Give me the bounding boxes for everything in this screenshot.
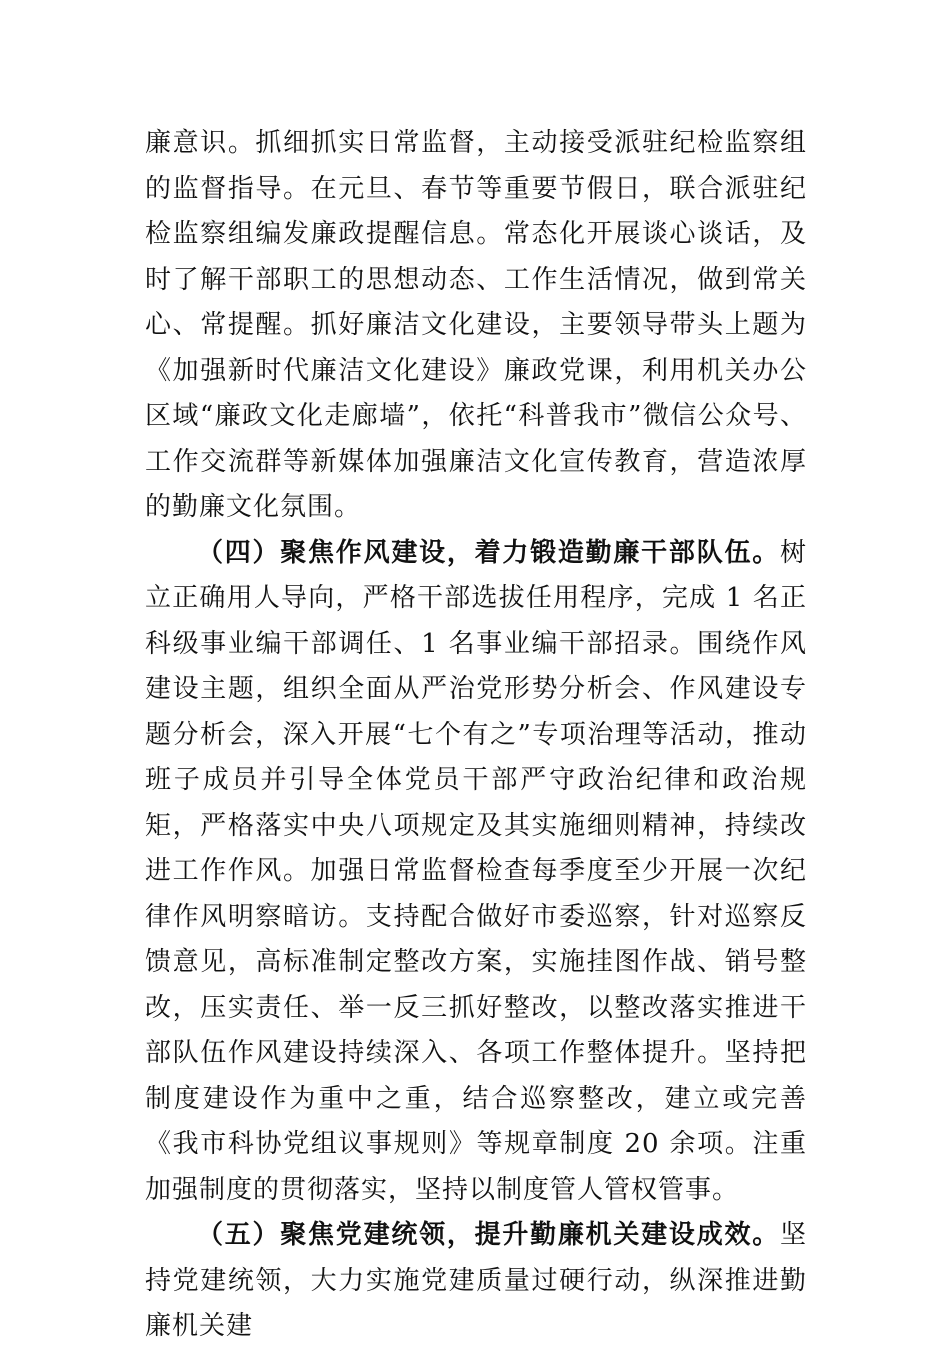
paragraph-text: 坚持党建统领，大力实施党建质量过硬行动，纵深推进勤廉机关建 <box>145 1220 807 1341</box>
document-page <box>145 121 807 1350</box>
paragraph-section-four <box>145 531 807 1214</box>
section-heading-five: （五）聚焦党建统领，提升勤廉机关建设成效。 <box>197 1220 780 1250</box>
paragraph-section-five <box>145 1213 807 1350</box>
paragraph-continuation <box>145 121 807 531</box>
section-heading-four: （四）聚焦作风建设，着力锻造勤廉干部队伍。 <box>197 537 780 568</box>
paragraph-text: 树立正确用人导向，严格干部选拔任用程序，完成 1 名正科级事业编干部调任、1 名事业编干部招录。围绕作风建设主题，组织全面从严治党形势分析会、作风建设专题分析会，深入开展“七个有之”专项治理等活动，推动班子成员并引导全体党员干部严守政治纪律和政治规矩，严格落实中央八项规定及其实施细则精神，持续改进工作作风。加强日常监督检查每季度至少开展一次纪律作风明察暗访。支持配合做好市委巡察，针对巡察反馈意见，高标准制定整改方案，实施挂图作战、销号整改，压实责任、举一反三抓好整改，以整改落实推进干部队伍作风建设持续深入、各项工作整体提升。坚持把制度建设作为重中之重，结合巡察整改，建立或完善《我市科协党组议事规则》等规章制度 20 余项。注重加强制度的贯彻落实，坚持以制度管人管权管事。 <box>145 537 807 1205</box>
paragraph-text: 廉意识。抓细抓实日常监督，主动接受派驻纪检监察组的监督指导。在元旦、春节等重要节假日，联合派驻纪检监察组编发廉政提醒信息。常态化开展谈心谈话，及时了解干部职工的思想动态、工作生活情况，做到常关心、常提醒。抓好廉洁文化建设，主要领导带头上题为《加强新时代廉洁文化建设》廉政党课，利用机关办公区域“廉政文化走廊墙”，依托“科普我市”微信公众号、工作交流群等新媒体加强廉洁文化宣传教育，营造浓厚的勤廉文化氛围。 <box>145 128 807 522</box>
